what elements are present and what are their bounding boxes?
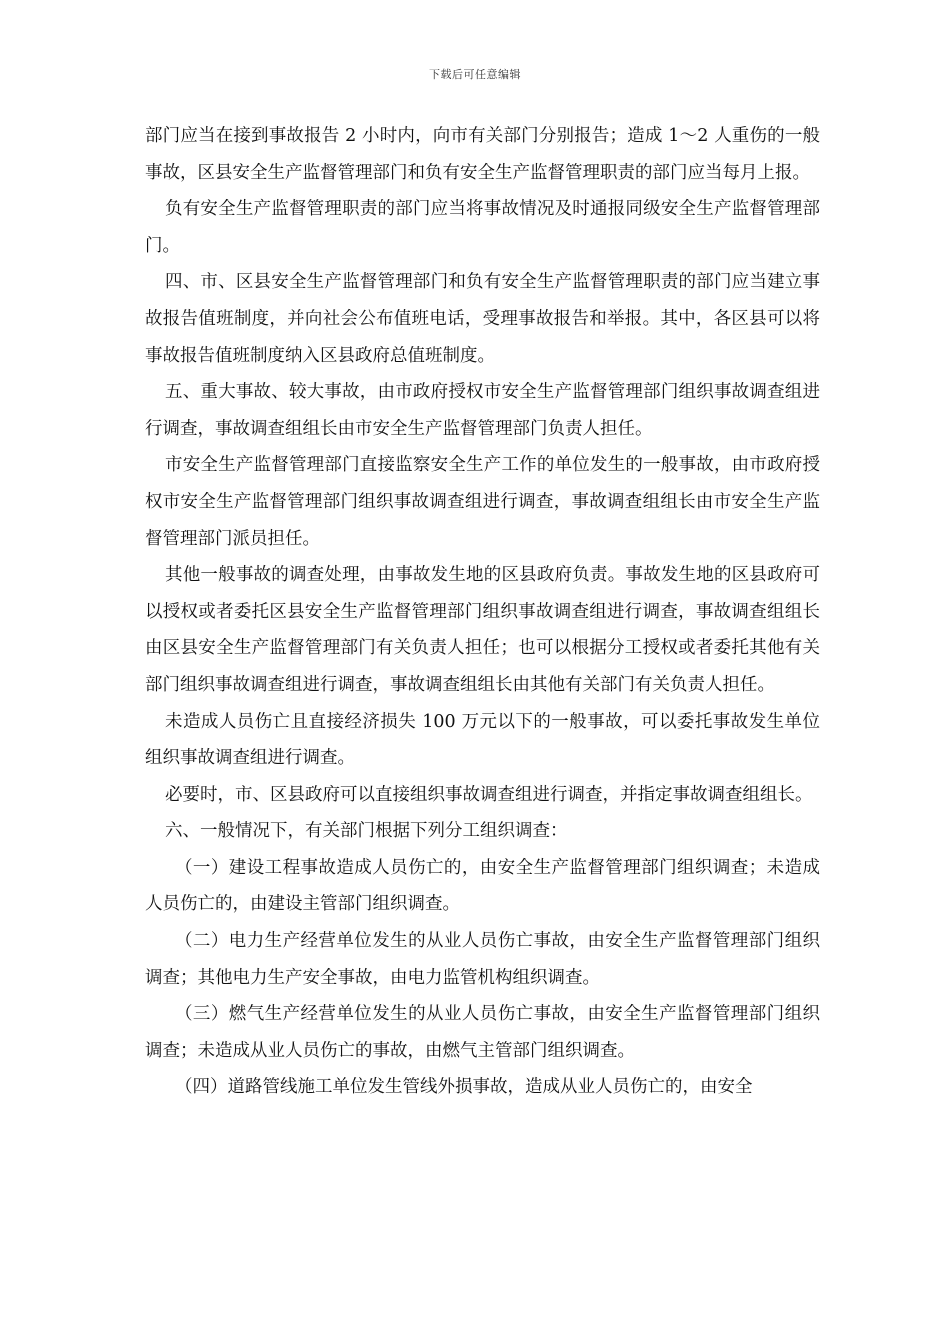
- paragraph: 六、一般情况下，有关部门根据下列分工组织调查：: [165, 821, 568, 842]
- paragraph: 其他一般事故的调查处理，由事故发生地的区县政府负责。事故发生地的区县政府可以授权或者委托区县安全生产监督管理部门组织事故调查组进行调查，事故调查组组长由区县安全生产监督管理部门有关负责人担任；也可以根据分工授权或者委托其他有关部门组织事故调查组进行调查，事故调查组组长由其他有关部门有关负责人担任。: [145, 565, 820, 695]
- paragraph: 五、重大事故、较大事故，由市政府授权市安全生产监督管理部门组织事故调查组进行调查，事故调查组组长由市安全生产监督管理部门负责人担任。: [145, 382, 820, 439]
- document-body: [145, 118, 820, 1106]
- paragraph: 负有安全生产监督管理职责的部门应当将事故情况及时通报同级安全生产监督管理部门。: [145, 199, 820, 256]
- paragraph: （三）燃气生产经营单位发生的从业人员伤亡事故，由安全生产监督管理部门组织调查；未造成从业人员伤亡的事故，由燃气主管部门组织调查。: [145, 1004, 820, 1061]
- paragraph: （二）电力生产经营单位发生的从业人员伤亡事故，由安全生产监督管理部门组织调查；其他电力生产安全事故，由电力监管机构组织调查。: [145, 931, 820, 988]
- paragraph: 市安全生产监督管理部门直接监察安全生产工作的单位发生的一般事故，由市政府授权市安全生产监督管理部门组织事故调查组进行调查，事故调查组组长由市安全生产监督管理部门派员担任。: [145, 455, 820, 549]
- paragraph: 部门应当在接到事故报告 2 小时内，向市有关部门分别报告；造成 1～2 人重伤的一般事故，区县安全生产监督管理部门和负有安全生产监督管理职责的部门应当每月上报。: [145, 126, 820, 183]
- paragraph: 未造成人员伤亡且直接经济损失 100 万元以下的一般事故，可以委托事故发生单位组织事故调查组进行调查。: [145, 711, 820, 769]
- paragraph: （四）道路管线施工单位发生管线外损事故，造成从业人员伤亡的，由安全: [175, 1077, 753, 1098]
- page-header: 下载后可任意编辑: [429, 68, 521, 81]
- paragraph: （一）建设工程事故造成人员伤亡的，由安全生产监督管理部门组织调查；未造成人员伤亡的，由建设主管部门组织调查。: [145, 857, 820, 915]
- paragraph: 必要时，市、区县政府可以直接组织事故调查组进行调查，并指定事故调查组组长。: [165, 784, 813, 805]
- paragraph: 四、市、区县安全生产监督管理部门和负有安全生产监督管理职责的部门应当建立事故报告值班制度，并向社会公布值班电话，受理事故报告和举报。其中，各区县可以将事故报告值班制度纳入区县政府总值班制度。: [145, 272, 820, 366]
